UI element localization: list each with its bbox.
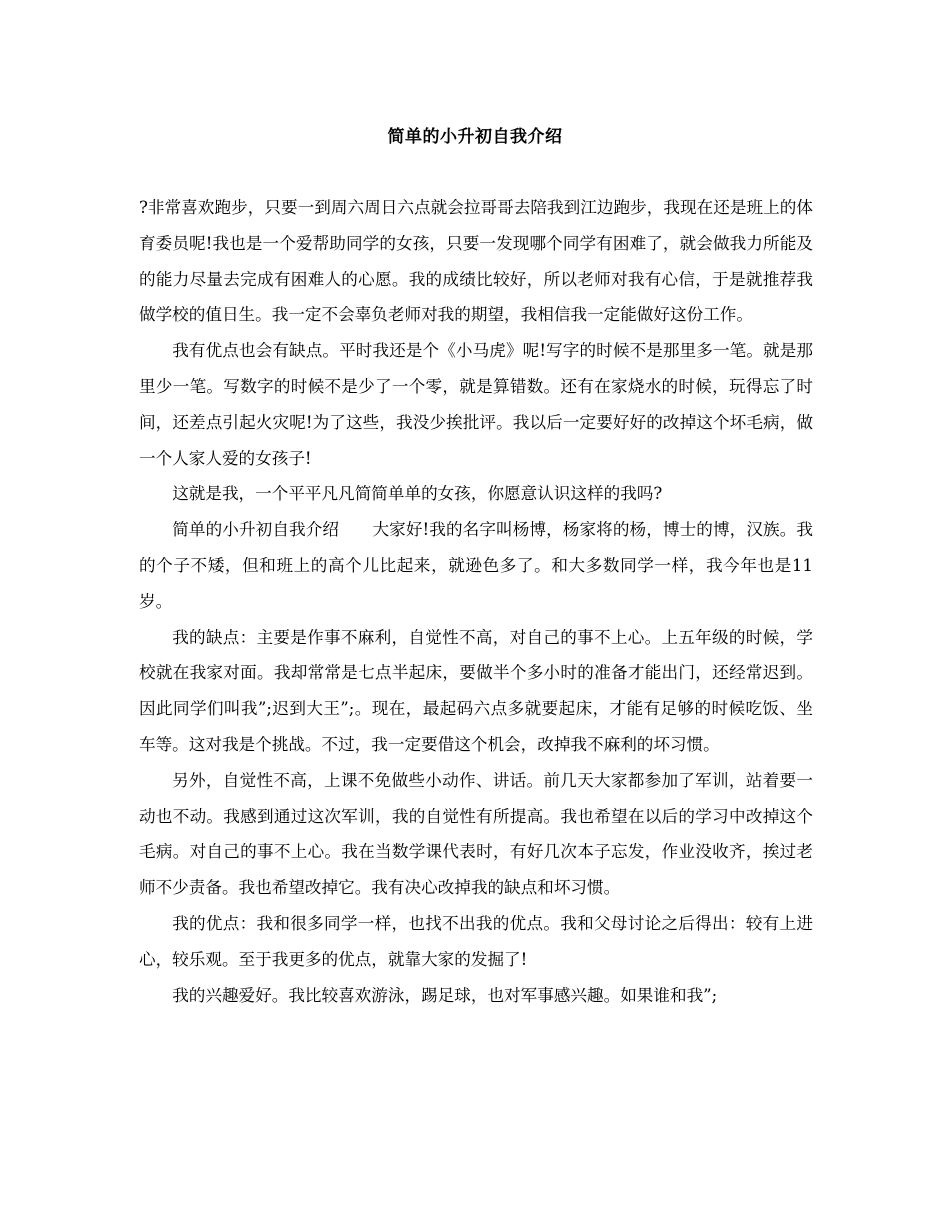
paragraph-7: 我的优点：我和很多同学一样，也找不出我的优点。我和父母讨论之后得出：较有上进心，较乐观。至于我更多的优点，就靠大家的发掘了! xyxy=(139,913,813,969)
document-title: 简单的小升初自我介绍 xyxy=(387,127,563,147)
paragraph-5: 我的缺点：主要是作事不麻利，自觉性不高，对自己的事不上心。上五年级的时候，学校就在我家对面。我却常常是七点半起床，要做半个多小时的准备才能出门，还经常迟到。因此同学们叫我”;迟到大王”;。现在，最起码六点多就要起床，才能有足够的时候吃饭、坐车等。这对我是个挑战。不过，我一定要借这个机会，改掉我不麻利的坏习惯。 xyxy=(139,627,813,754)
paragraph-2: 我有优点也会有缺点。平时我还是个《小马虎》呢!写字的时候不是那里多一笔。就是那里少一笔。写数字的时候不是少了一个零，就是算错数。还有在家烧水的时候，玩得忘了时间，还差点引起火灾呢!为了这些，我没少挨批评。我以后一定要好好的改掉这个坏毛病，做一个人家人爱的女孩子! xyxy=(139,341,813,468)
paragraph-4: 简单的小升初自我介绍 大家好!我的名字叫杨博，杨家将的杨，博士的博，汉族。我的个子不矮，但和班上的高个儿比起来，就逊色多了。和大多数同学一样，我今年也是11岁。 xyxy=(139,520,813,611)
document-body xyxy=(139,190,813,1013)
paragraph-6: 另外，自觉性不高，上课不免做些小动作、讲话。前几天大家都参加了军训，站着要一动也不动。我感到通过这次军训，我的自觉性有所提高。我也希望在以后的学习中改掉这个毛病。对自己的事不上心。我在当数学课代表时，有好几次本子忘发，作业没收齐，挨过老师不少责备。我也希望改掉它。我有决心改掉我的缺点和坏习惯。 xyxy=(139,770,813,898)
paragraph-8: 我的兴趣爱好。我比较喜欢游泳，踢足球，也对军事感兴趣。如果谁和我”; xyxy=(172,985,718,1005)
paragraph-3: 这就是我，一个平平凡凡简简单单的女孩，你愿意认识这样的我吗? xyxy=(172,484,663,504)
paragraph-1: ?非常喜欢跑步，只要一到周六周日六点就会拉哥哥去陪我到江边跑步，我现在还是班上的体育委员呢!我也是一个爱帮助同学的女孩，只要一发现哪个同学有困难了，就会做我力所能及的能力尽量去完成有困难人的心愿。我的成绩比较好，所以老师对我有心信，于是就推荐我做学校的值日生。我一定不会辜负老师对我的期望，我相信我一定能做好这份工作。 xyxy=(139,198,813,325)
